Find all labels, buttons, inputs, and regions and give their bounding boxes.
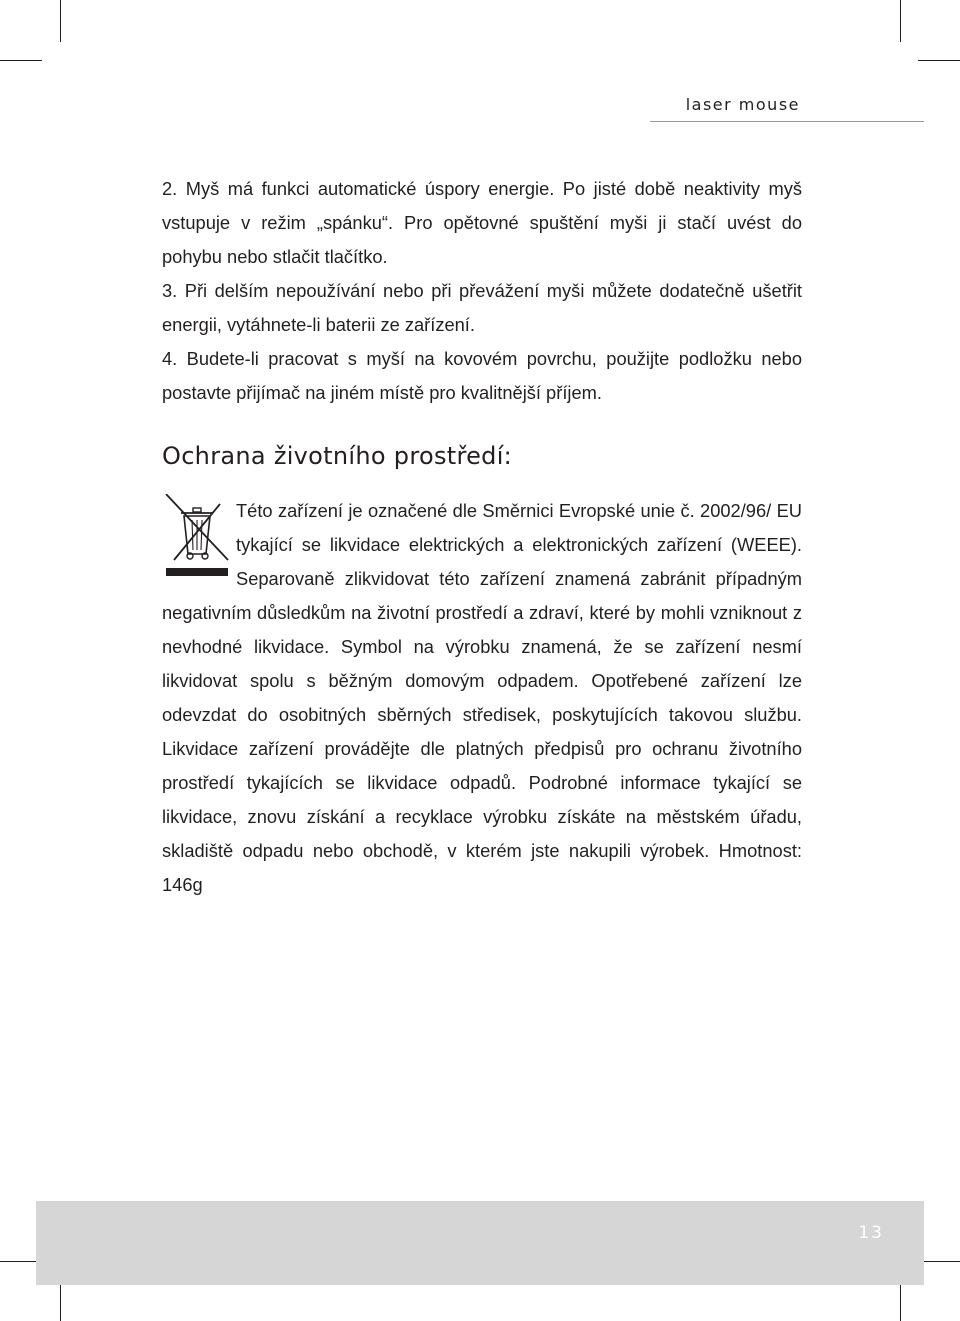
footer-band [36,1201,924,1285]
weee-crossed-bin-icon [162,494,232,584]
crop-mark [60,1279,61,1321]
paragraph-2: 2. Myš má funkci automatické úspory energie. Po jisté době neaktivity myš vstupuje v režim „spánku“. Pro opětovné spuštění myši ji stačí uvést do pohybu nebo stlačit tlačítko. [162,178,802,267]
crop-mark [900,1279,901,1321]
crop-mark [900,0,901,42]
section-heading: Ochrana životního prostředí: [162,442,513,470]
page-content [162,172,802,902]
crop-mark [918,60,960,61]
crop-mark [918,1261,960,1262]
header-rule [650,121,924,122]
weee-section [162,494,802,902]
paragraph-3: 3. Při delším nepoužívání nebo při převážení myši můžete dodatečně ušetřit energii, vytáhnete-li baterii ze zařízení. [162,280,802,335]
paragraph-4: 4. Budete-li pracovat s myší na kovovém povrchu, použijte podložku nebo postavte přijímač na jiném místě pro kvalitnější příjem. [162,348,802,403]
weee-text: Této zařízení je označené dle Směrnici Evropské unie č. 2002/96/ EU tykající se likvidace elektrických a elektronických zařízení (WEEE). Separovaně zlikvidovat této zařízení znamená zabránit případným negativním důsledkům na životní prostředí a zdraví, které by mohli vzniknout z nevhodné likvidace. Symbol na výrobku znamená, že se zařízení nesmí likvidovat spolu s běžným domovým odpadem. Opotřebené zařízení lze odevzdat do osobitných sběrných středisek, poskytujících takovou službu. Likvidace zařízení provádějte dle platných předpisů pro ochranu životního prostředí tykajících se likvidace odpadů. Podrobné informace tykající se likvidace, znovu získání a recyklace výrobku získáte na městském úřadu, skladiště odpadu nebo obchodě, v kterém jste nakupili výrobek. Hmotnost: 146g [162,500,802,895]
page-number: 13 [858,1223,884,1243]
crop-mark [0,60,42,61]
running-header: laser mouse [685,95,800,114]
crop-mark [60,0,61,42]
